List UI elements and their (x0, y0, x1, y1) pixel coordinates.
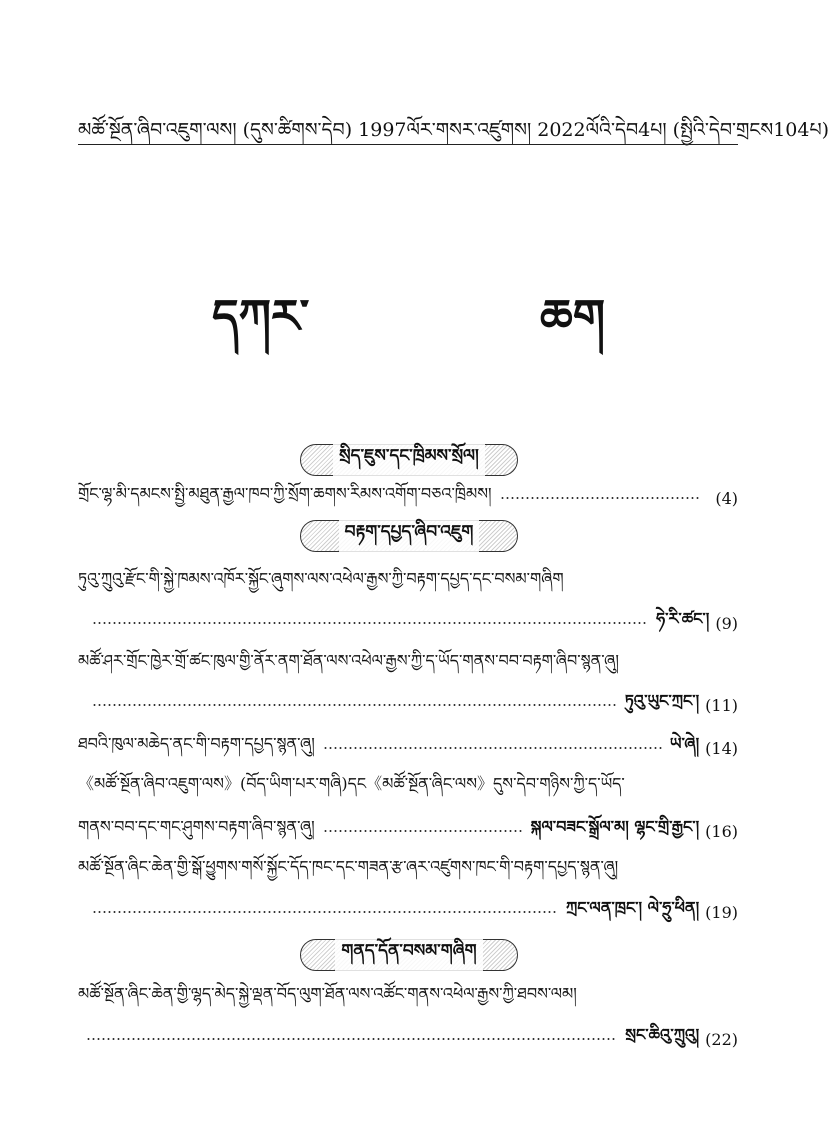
entry-author: ཀྲང་ལན་ཁྲང་། ལེ་ཧྲུ་ཕིན། (566, 897, 700, 917)
entry-title: མཚོ་སྔོན་ཞིང་ཆེན་གྱི་ལྷད་མེད་སྐྱེ་ལྡན་བོད་ལུག་ཐོན་ལས་འཚོང་གནས་འཕེལ་རྒྱས་ཀྱི་ཐབས་ལམ། (78, 983, 577, 1003)
entry-author: སྐལ་བཟང་སྒྲོལ་མ། ལྷང་གྲི་རྒྱང་། (530, 816, 700, 836)
toc-entry-continuation[interactable] (78, 818, 738, 844)
entry-title: མཚོ་སྔོན་ཞིང་ཆེན་གྱི་སྒོ་ཕྱུགས་གསོ་སྐྱོང་དོད་ཁང་དང་གཟན་རྩ་ཞར་འཛུགས་ཁང་གི་བརྟག་དཔྱད་སྙན་ཞུ། (78, 856, 619, 876)
section-badge-policy (300, 444, 518, 476)
section-badge-discussion (300, 939, 518, 971)
toc-title-right: ཆག (540, 289, 606, 343)
entry-page: (19) (705, 902, 738, 922)
dot-leader (92, 622, 648, 624)
entry-author: ཧེ་རི་ཚང་། (656, 608, 710, 628)
entry-page: (22) (705, 1029, 738, 1049)
toc-entry[interactable] (78, 652, 738, 678)
journal-header: མཚོ་སྔོན་ཞིབ་འཇུག་ལས། (དུས་ཚིགས་དེབ) 1997ལོར་གསར་འཛུགས། 2022ལོའི་དེབ4པ། (སྤྱིའི་དེབ་གྲངས104པ) (78, 119, 829, 141)
dot-leader (92, 704, 617, 706)
toc-entry[interactable] (78, 858, 738, 884)
entry-author: ཏུའུ་ཡུང་ཀྲང་། (624, 690, 700, 710)
entry-page: (9) (715, 613, 738, 633)
toc-entry[interactable] (78, 485, 738, 511)
dot-leader (500, 497, 702, 499)
entry-title: གྲོང་ལྷ་མི་དམངས་སྤྱི་མཐུན་རྒྱལ་ཁབ་ཀྱི་སྲོག་ཆགས་རིམས་འགོག་བཅའ་ཁྲིམས། (78, 483, 492, 503)
toc-entry[interactable] (78, 735, 738, 761)
section-badge-research (300, 520, 518, 552)
entry-author: སྲང་ཆིའུ་ཀྲུའུ། (625, 1024, 700, 1044)
dot-leader (92, 911, 558, 913)
dot-leader (323, 830, 523, 832)
toc-entry-continuation[interactable] (78, 1026, 738, 1052)
toc-entry-continuation[interactable] (78, 692, 738, 718)
toc-entry-continuation[interactable] (78, 610, 738, 636)
entry-page: (16) (705, 821, 738, 841)
entry-title: མཚོ་ཤར་གྲོང་ཁྱེར་གྲོ་ཚང་ཁུལ་གྱི་ནོར་ནག་ཐོན་ལས་འཕེལ་རྒྱས་ཀྱི་ད་ཡོད་གནས་བབ་བརྟག་ཞིབ་སྙན་ཞུ། (78, 650, 619, 670)
section-label: གནད་དོན་བསམ་གཞིག (335, 931, 482, 979)
dot-leader (323, 747, 662, 749)
entry-title: ཐབའི་ཁུལ་མཆེད་ནང་གི་བརྟག་དཔྱད་སྙན་ཞུ། (78, 733, 315, 753)
toc-title-left: དཀར་ (212, 289, 310, 343)
header-rule (78, 144, 738, 145)
toc-entry[interactable] (78, 985, 738, 1011)
section-label: སྲིད་ཇུས་དང་ཁྲིམས་སྲོལ། (333, 436, 485, 484)
entry-title: གནས་བབ་དང་གང་ཤུགས་བརྟག་ཞིབ་སྙན་ཞུ། (78, 816, 315, 836)
entry-title: 《མཚོ་སྔོན་ཞིབ་འཇུག་ལས》(བོད་ཡིག་པར་གཞི)དང《མཚོ་སྔོན་ཞིང་ལས》དུས་དེབ་གཉིས་ཀྱི་ད་ཡོད་ (78, 773, 625, 793)
entry-page: (14) (705, 738, 738, 758)
toc-entry-continuation[interactable] (78, 899, 738, 925)
dot-leader (86, 1038, 617, 1040)
toc-entry[interactable] (78, 570, 738, 596)
entry-author: ཡེ་ཞེ། (669, 733, 700, 753)
section-label: བརྟག་དཔྱད་ཞིབ་འཇུག (339, 512, 480, 560)
entry-page: (4) (715, 488, 738, 508)
entry-title: ཏུའུ་ཀྲུའུ་རྫོང་གི་སྐྱེ་ཁམས་འཁོར་སྐྱོང་ཞུགས་ལས་འཕེལ་རྒྱས་ཀྱི་བརྟག་དཔྱད་དང་བསམ་གཞིག (78, 568, 564, 588)
entry-page: (11) (705, 695, 738, 715)
toc-entry[interactable] (78, 775, 738, 801)
